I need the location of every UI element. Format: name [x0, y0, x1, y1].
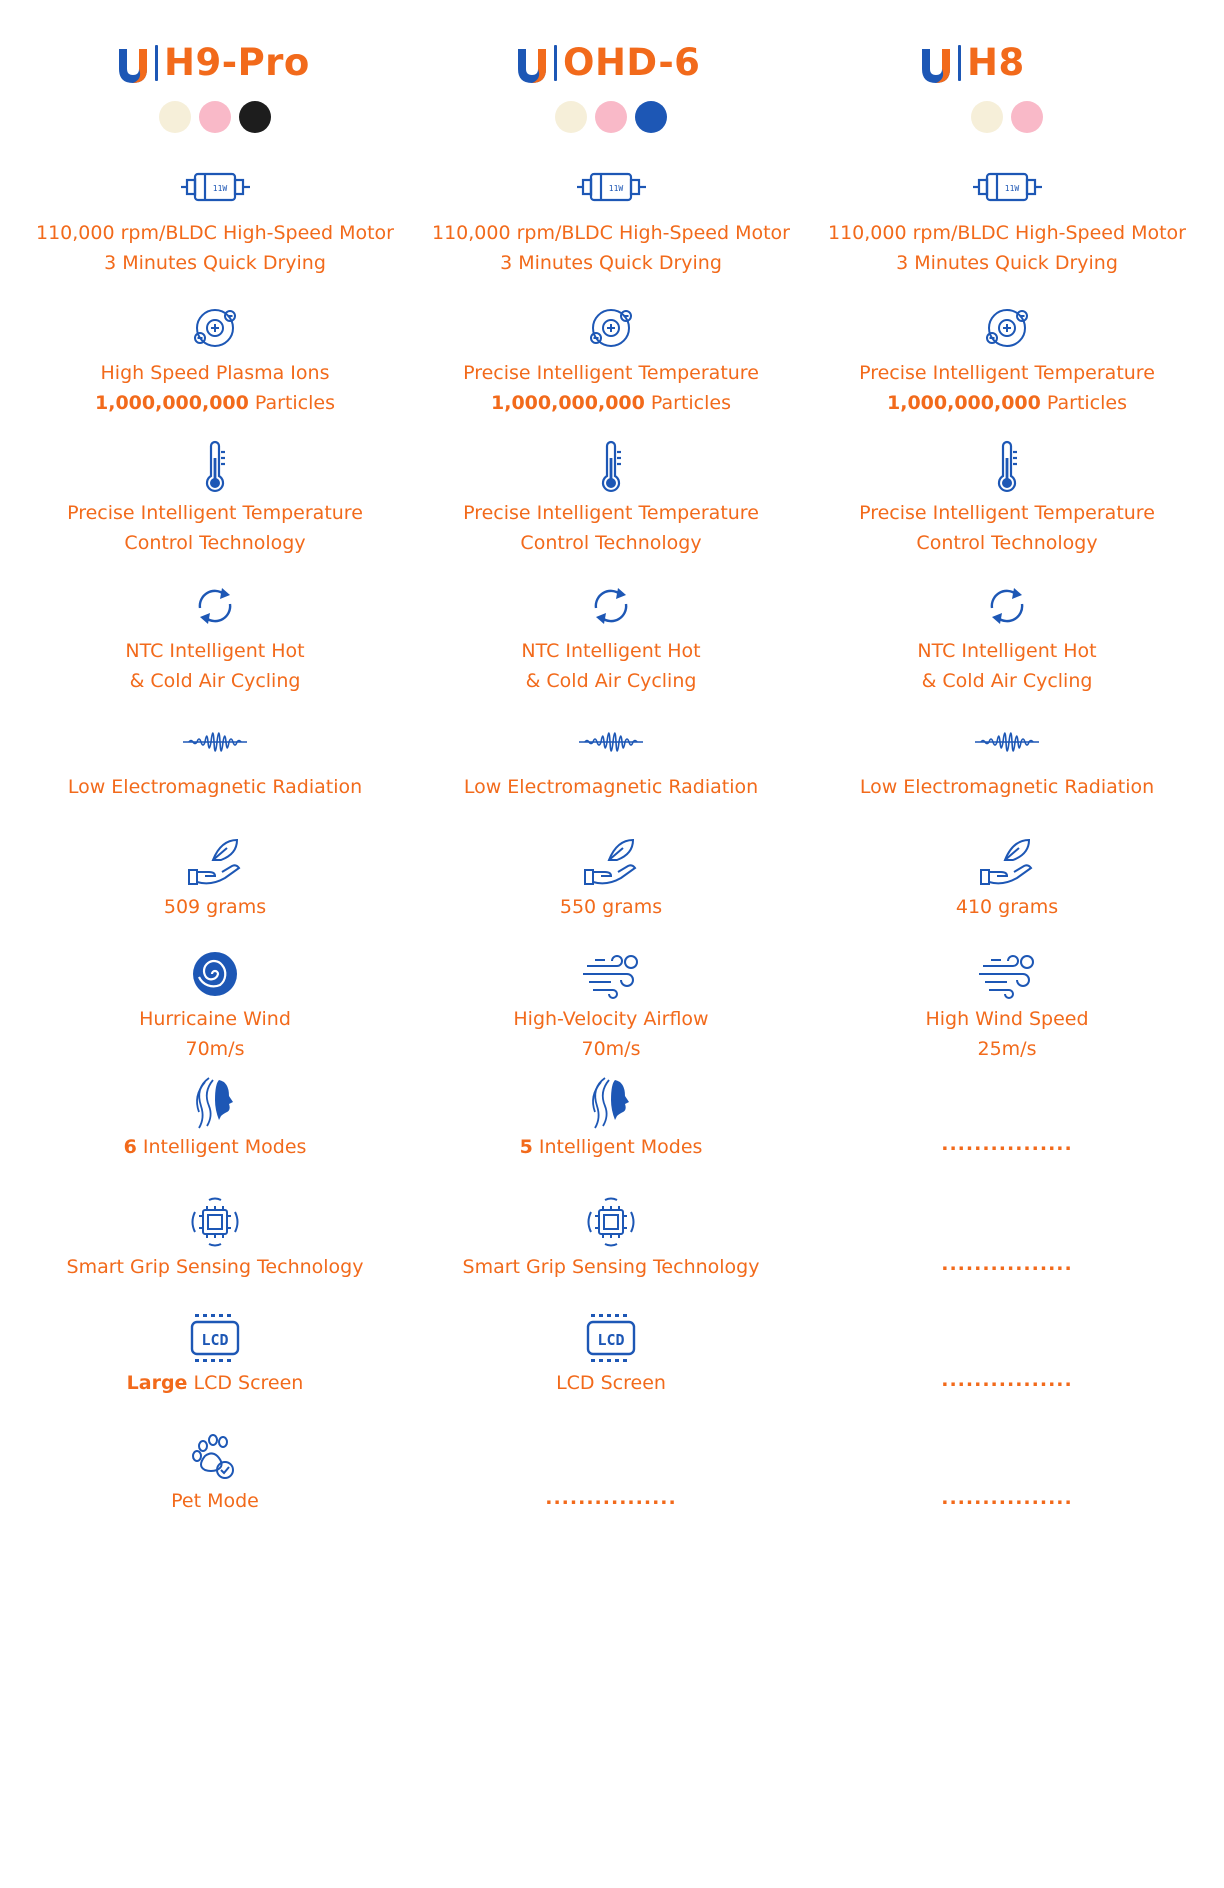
feature-placeholder-dots: ................: [941, 1133, 1073, 1155]
feature-item: [812, 1254, 1202, 1274]
wave-icon: [967, 714, 1047, 770]
feature-text: NTC Intelligent Hot: [125, 640, 305, 662]
feature-item: [20, 1194, 410, 1280]
color-swatch[interactable]: [239, 101, 271, 133]
product-header: [20, 38, 410, 88]
feature-item: [20, 714, 410, 800]
feature-item: [416, 1488, 806, 1508]
feature-text: Low Electromagnetic Radiation: [67, 776, 363, 798]
feather-hand-icon: [571, 834, 651, 890]
feature-item: [20, 578, 410, 694]
plasma-ion-icon: [175, 300, 255, 356]
feature-text: Control Technology: [520, 532, 702, 554]
color-swatch[interactable]: [555, 101, 587, 133]
feature-highlight: 1,000,000,000: [491, 392, 645, 414]
feature-highlight: 5: [519, 1136, 533, 1158]
feature-highlight: 1,000,000,000: [95, 392, 249, 414]
thermometer-icon: [967, 440, 1047, 496]
feature-item: [20, 834, 410, 920]
product-header: [812, 38, 1202, 88]
color-swatch[interactable]: [199, 101, 231, 133]
svg-text:LCD: LCD: [201, 1331, 229, 1349]
feature-text: High Wind Speed: [925, 1008, 1089, 1030]
feature-text: 110,000 rpm/BLDC High-Speed Motor: [828, 222, 1186, 244]
feather-hand-icon: [175, 834, 255, 890]
feature-text: 1,000,000,000 Particles: [491, 392, 731, 414]
logo-divider: [155, 45, 158, 81]
feature-text: & Cold Air Cycling: [525, 670, 697, 692]
feature-item: [812, 440, 1202, 556]
feature-text: High Speed Plasma Ions: [100, 362, 330, 384]
feature-item: [20, 160, 410, 276]
feature-text: NTC Intelligent Hot: [521, 640, 701, 662]
feature-text: High-Velocity Airflow: [513, 1008, 709, 1030]
product-column: [416, 0, 806, 1888]
feature-item: [812, 1488, 1202, 1508]
brand-logo-icon: [919, 41, 953, 85]
feature-highlight: 1,000,000,000: [887, 392, 1041, 414]
lcd-icon: [175, 1310, 255, 1366]
feature-text: Hurricaine Wind: [139, 1008, 291, 1030]
feature-text: 3 Minutes Quick Drying: [896, 252, 1118, 274]
brand-lockup: [116, 38, 310, 88]
feature-item: [416, 300, 806, 416]
color-swatches: [20, 101, 410, 133]
airflow-icon: [571, 946, 651, 1002]
color-swatch[interactable]: [1011, 101, 1043, 133]
hurricane-icon: [175, 946, 255, 1002]
feature-text: & Cold Air Cycling: [921, 670, 1093, 692]
feature-item: [416, 834, 806, 920]
feather-hand-icon: [967, 834, 1047, 890]
feature-text: Control Technology: [124, 532, 306, 554]
feature-placeholder-dots: ................: [545, 1487, 677, 1509]
svg-text:11W: 11W: [608, 184, 624, 193]
feature-item: [812, 946, 1202, 1062]
feature-item: [416, 160, 806, 276]
feature-item: [416, 1074, 806, 1160]
feature-item: [416, 578, 806, 694]
color-swatch[interactable]: [971, 101, 1003, 133]
logo-divider: [554, 45, 557, 81]
product-header: [416, 38, 806, 88]
feature-text: 410 grams: [955, 896, 1059, 918]
feature-item: [416, 440, 806, 556]
feature-item: [812, 160, 1202, 276]
feature-item: [20, 946, 410, 1062]
feature-text: Pet Mode: [171, 1490, 259, 1512]
airflow-icon: [967, 946, 1047, 1002]
feature-text: & Cold Air Cycling: [129, 670, 301, 692]
feature-placeholder-dots: ................: [941, 1487, 1073, 1509]
feature-item: [812, 834, 1202, 920]
feature-placeholder-dots: ................: [941, 1369, 1073, 1391]
feature-text: 1,000,000,000 Particles: [95, 392, 335, 414]
logo-divider: [958, 45, 961, 81]
feature-text: 25m/s: [977, 1038, 1037, 1060]
feature-text: Low Electromagnetic Radiation: [859, 776, 1155, 798]
feature-item: [416, 1310, 806, 1396]
feature-item: [20, 300, 410, 416]
feature-item: [812, 1370, 1202, 1390]
feature-text: 3 Minutes Quick Drying: [104, 252, 326, 274]
feature-text: 1,000,000,000 Particles: [887, 392, 1127, 414]
svg-text:11W: 11W: [1004, 184, 1020, 193]
product-column: [812, 0, 1202, 1888]
feature-text: 70m/s: [581, 1038, 641, 1060]
thermometer-icon: [175, 440, 255, 496]
product-column: [20, 0, 410, 1888]
feature-text: Low Electromagnetic Radiation: [463, 776, 759, 798]
motor-icon: [571, 160, 651, 216]
feature-text: Control Technology: [916, 532, 1098, 554]
plasma-ion-icon: [571, 300, 651, 356]
feature-item: [812, 300, 1202, 416]
brand-logo-icon: [515, 41, 549, 85]
feature-text: 509 grams: [163, 896, 267, 918]
feature-item: [416, 1194, 806, 1280]
feature-item: [20, 1074, 410, 1160]
feature-item: [20, 1428, 410, 1514]
cycle-arrows-icon: [967, 578, 1047, 634]
color-swatches: [416, 101, 806, 133]
paw-icon: [175, 1428, 255, 1484]
feature-text: Precise Intelligent Temperature: [859, 362, 1155, 384]
svg-text:11W: 11W: [212, 184, 228, 193]
color-swatch[interactable]: [159, 101, 191, 133]
feature-item: [20, 440, 410, 556]
brand-lockup: [515, 38, 700, 88]
feature-text: Large LCD Screen: [126, 1372, 304, 1394]
brand-lockup: [919, 38, 1025, 88]
model-name: H8: [967, 41, 1025, 84]
feature-text: Smart Grip Sensing Technology: [462, 1256, 760, 1278]
feature-item: [812, 714, 1202, 800]
color-swatch[interactable]: [635, 101, 667, 133]
feature-highlight: 6: [123, 1136, 137, 1158]
feature-placeholder-dots: ................: [941, 1253, 1073, 1275]
wave-icon: [175, 714, 255, 770]
motor-icon: [175, 160, 255, 216]
feature-text: 3 Minutes Quick Drying: [500, 252, 722, 274]
lcd-icon: [571, 1310, 651, 1366]
model-name: H9-Pro: [164, 41, 310, 84]
brand-logo-icon: [116, 41, 150, 85]
feature-item: [812, 578, 1202, 694]
plasma-ion-icon: [967, 300, 1047, 356]
cycle-arrows-icon: [175, 578, 255, 634]
thermometer-icon: [571, 440, 651, 496]
feature-item: [812, 1134, 1202, 1154]
feature-text: 110,000 rpm/BLDC High-Speed Motor: [36, 222, 394, 244]
color-swatches: [812, 101, 1202, 133]
feature-text: Precise Intelligent Temperature: [463, 502, 759, 524]
feature-text: Smart Grip Sensing Technology: [66, 1256, 364, 1278]
feature-text: Precise Intelligent Temperature: [859, 502, 1155, 524]
motor-icon: [967, 160, 1047, 216]
feature-text: 70m/s: [185, 1038, 245, 1060]
feature-text: Precise Intelligent Temperature: [67, 502, 363, 524]
cycle-arrows-icon: [571, 578, 651, 634]
model-name: OHD-6: [563, 41, 701, 84]
chip-sensor-icon: [571, 1194, 651, 1250]
hair-profile-icon: [571, 1074, 651, 1130]
feature-item: [416, 714, 806, 800]
feature-text: Precise Intelligent Temperature: [463, 362, 759, 384]
feature-highlight: Large: [126, 1372, 188, 1394]
feature-text: 110,000 rpm/BLDC High-Speed Motor: [432, 222, 790, 244]
color-swatch[interactable]: [595, 101, 627, 133]
feature-text: 6 Intelligent Modes: [123, 1136, 307, 1158]
hair-profile-icon: [175, 1074, 255, 1130]
feature-item: [416, 946, 806, 1062]
feature-item: [20, 1310, 410, 1396]
feature-text: NTC Intelligent Hot: [917, 640, 1097, 662]
feature-text: 550 grams: [559, 896, 663, 918]
svg-text:LCD: LCD: [597, 1331, 625, 1349]
chip-sensor-icon: [175, 1194, 255, 1250]
wave-icon: [571, 714, 651, 770]
feature-text: 5 Intelligent Modes: [519, 1136, 703, 1158]
feature-text: LCD Screen: [556, 1372, 666, 1394]
